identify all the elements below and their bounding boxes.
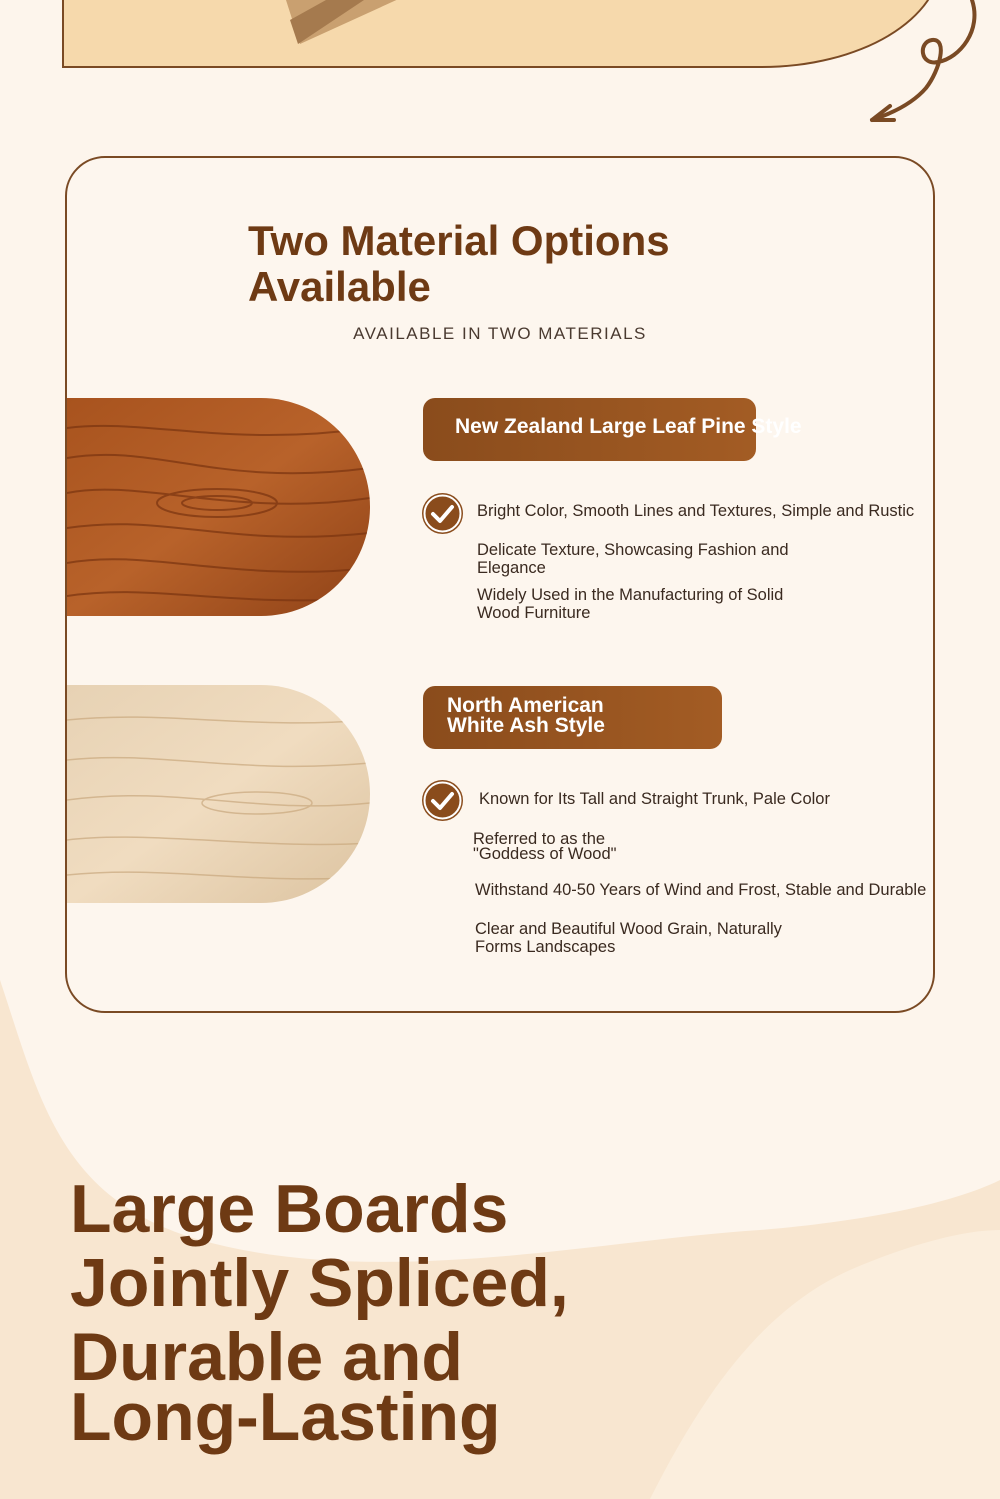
feature-text: Withstand 40-50 Years of Wind and Frost, Stable and Durable bbox=[475, 881, 927, 899]
feature-text: "Goddess of Wood" bbox=[473, 845, 617, 863]
feature-text: Bright Color, Smooth Lines and Textures, Simple and Rustic bbox=[477, 502, 915, 520]
feature-text: Referred to as the bbox=[473, 830, 606, 848]
check-icon bbox=[422, 493, 463, 534]
feature-text: Known for Its Tall and Straight Trunk, Pale Color bbox=[479, 790, 830, 808]
curly-arrow-icon bbox=[860, 0, 990, 130]
pine-wood-sample-image bbox=[67, 398, 370, 616]
top-product-card bbox=[62, 0, 942, 68]
feature-text: Delicate Texture, Showcasing Fashion and Elegance bbox=[477, 541, 789, 577]
headline-line: Large Boards bbox=[70, 1171, 509, 1247]
feature-text: Widely Used in the Manufacturing of Solid Wood Furniture bbox=[477, 586, 784, 622]
feature-text: Clear and Beautiful Wood Grain, Naturally Forms Landscapes bbox=[475, 920, 782, 956]
headline-line: Durable and bbox=[70, 1319, 463, 1395]
material-name-pine: New Zealand Large Leaf Pine Style bbox=[455, 415, 802, 438]
material-label-ash bbox=[423, 686, 722, 749]
ash-wood-sample-image bbox=[67, 685, 370, 903]
section-subtitle: AVAILABLE IN TWO MATERIALS bbox=[353, 324, 647, 343]
material-name-ash-line1: North American bbox=[447, 694, 604, 717]
headline-line: Jointly Spliced, bbox=[70, 1245, 569, 1321]
board-corner-image bbox=[64, 0, 944, 68]
headline-line: Long-Lasting bbox=[70, 1379, 501, 1455]
material-name-ash-line2: White Ash Style bbox=[447, 714, 605, 737]
check-icon bbox=[422, 780, 463, 821]
material-label-pine bbox=[423, 398, 802, 461]
headline bbox=[70, 1172, 770, 1454]
section-title: Two Material Options Available bbox=[248, 217, 670, 310]
